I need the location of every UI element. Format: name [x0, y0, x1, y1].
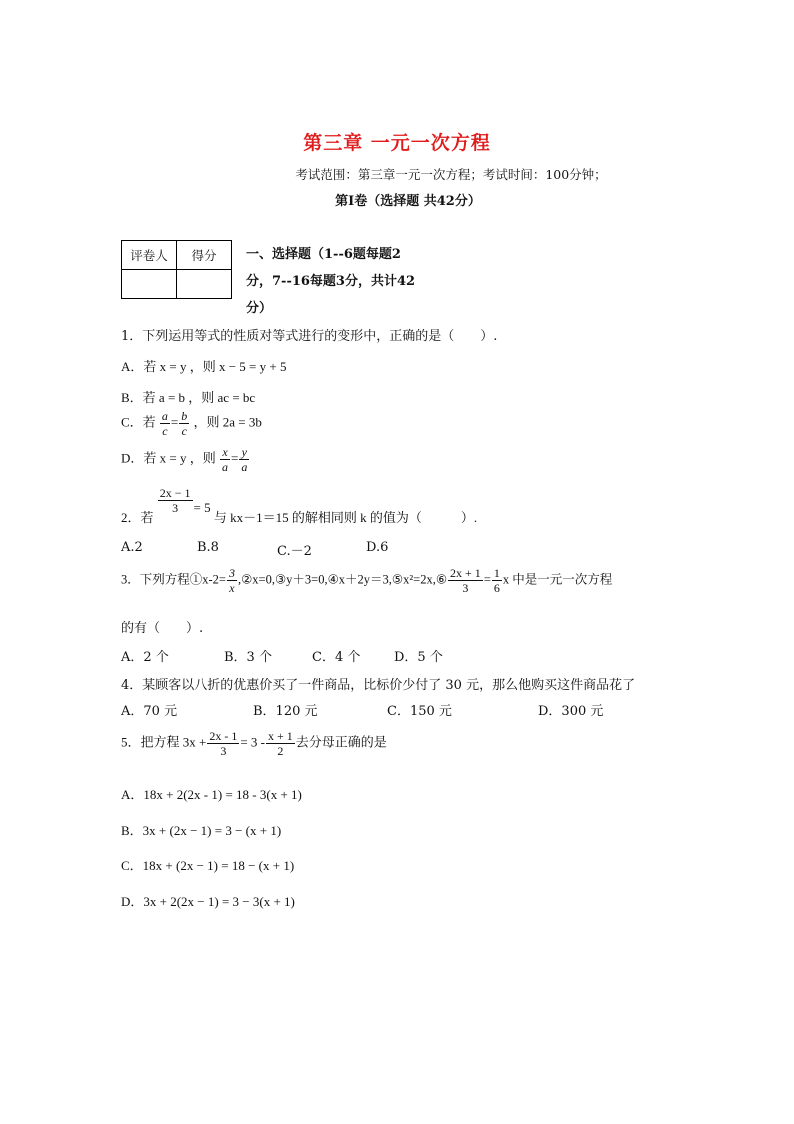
score-cell[interactable] — [177, 270, 232, 299]
frac-den: x — [229, 581, 235, 595]
q5-option-b: B．3x + (2x − 1) = 3 − (x + 1) — [121, 823, 282, 838]
q5-option-a: A．18x + 2(2x - 1) = 18 - 3(x + 1) — [121, 787, 302, 802]
q1-option-c: C．若 $\frac{a}{c}$ = $\frac{b}{c}$ ，则 2a = 3b — [121, 409, 262, 438]
q4-stem: 4．某顾客以八折的优惠价买了一件商品，比标价少付了 30 元，那么他购买这件商品花了 — [121, 678, 636, 693]
q1-c-frac-left — [160, 410, 170, 437]
section-heading-line3: 分） — [246, 301, 273, 316]
frac-den: a — [221, 460, 228, 474]
q1-option-d-prefix: D．若 x = y ，则 — [121, 450, 216, 466]
q1-stem: 1．下列运用等式的性质对等式进行的变形中，正确的是（ ）. — [121, 329, 498, 344]
frac-den: c — [181, 424, 187, 438]
q3-prefix: 3．下列方程①x-2= — [121, 572, 226, 587]
q3-equals: = — [483, 572, 491, 587]
q5-prefix: 5．把方程 3x + — [121, 734, 207, 750]
q5-option-c: C．18x + (2x − 1) = 18 − (x + 1) — [121, 858, 295, 873]
score-header: 得分 — [177, 241, 232, 270]
frac-num: x — [220, 446, 230, 460]
grader-header: 评卷人 — [122, 241, 177, 270]
frac-den: 3 — [220, 744, 227, 758]
frac-den: 6 — [493, 581, 500, 595]
q2-equals: = 5 — [193, 500, 211, 515]
frac-den: 3 — [172, 501, 179, 515]
frac-num: 2x - 1 — [209, 729, 238, 743]
frac-num: b — [181, 409, 188, 423]
q2-fraction — [158, 487, 193, 514]
q1-option-c-suffix: ，则 2a = 3b — [193, 414, 262, 430]
q2-stem — [121, 487, 477, 526]
section-heading-line2: 分，7--16每题3分，共计42 — [246, 274, 416, 289]
q1-c-frac-right — [179, 410, 189, 437]
q3-stem-line2: 的有（ ）. — [121, 621, 204, 636]
frac-den: 3 — [462, 581, 469, 595]
q5-frac-1 — [207, 730, 239, 757]
q2-option-b: B.8 — [197, 540, 219, 555]
q3-suffix: x 中是一元一次方程 — [502, 572, 613, 587]
q2-option-d: D.6 — [366, 540, 389, 555]
frac-num: 2x + 1 — [450, 566, 481, 580]
frac-num: 2x − 1 — [159, 486, 191, 500]
q1-d-frac-right — [239, 446, 249, 473]
score-table — [121, 240, 232, 299]
q1-option-c-prefix: C．若 — [121, 414, 156, 430]
q4-option-b: B．120 元 — [253, 704, 318, 719]
q3-option-c: C．4 个 — [312, 650, 361, 665]
frac-num: 1 — [493, 566, 500, 580]
page-title: 第三章 一元一次方程 — [303, 132, 491, 154]
frac-num: a — [161, 409, 168, 423]
q3-option-a: A．2 个 — [121, 650, 169, 665]
q3-middle: ,②x=0,③y＋3=0,④x＋2y＝3,⑤x²=2x,⑥ — [237, 572, 448, 587]
q3-option-d: D．5 个 — [394, 650, 443, 665]
q3-stem — [121, 567, 612, 594]
q3-frac-1 — [227, 567, 237, 594]
grader-cell[interactable] — [122, 270, 177, 299]
q1-option-a: A．若 x = y ，则 x − 5 = y + 5 — [121, 359, 287, 374]
q5-equals: = 3 - — [240, 734, 266, 750]
q4-option-d: D．300 元 — [538, 704, 604, 719]
q1-option-b: B．若 a = b ，则 ac = bc — [121, 390, 256, 405]
q5-suffix: 去分母正确的是 — [295, 734, 387, 750]
frac-den: a — [241, 460, 248, 474]
q2-prefix: 2．若 — [121, 510, 154, 525]
frac-num: x + 1 — [268, 729, 293, 743]
frac-den: c — [162, 424, 168, 438]
q1-option-d: D．若 x = y ，则 $\frac{x}{a}$ = $\frac{y}{a}$ — [121, 445, 248, 474]
q2-option-a: A.2 — [121, 540, 143, 555]
q3-frac-2 — [448, 567, 483, 594]
part-heading: 第I卷（选择题 共42分） — [335, 194, 481, 209]
q3-option-b: B．3 个 — [224, 650, 272, 665]
q4-option-c: C．150 元 — [387, 704, 452, 719]
section-heading-line1: 一、选择题（1--6题每题2 — [246, 247, 401, 262]
q5-stem — [121, 730, 387, 757]
frac-num: y — [239, 446, 249, 460]
q1-d-frac-left — [220, 446, 230, 473]
frac-num: 3 — [228, 566, 235, 580]
frac-den: 2 — [277, 744, 284, 758]
q4-option-a: A．70 元 — [121, 704, 178, 719]
q5-frac-2 — [266, 730, 295, 757]
q2-option-c: C.－2 — [277, 544, 312, 559]
q5-option-d: D．3x + 2(2x − 1) = 3 − 3(x + 1) — [121, 894, 295, 909]
q3-frac-3 — [492, 567, 502, 594]
exam-info: 考试范围：第三章一元一次方程；考试时间：100分钟； — [295, 167, 607, 182]
q2-suffix: 与 kx－1＝15 的解相同则 k 的值为（ ）. — [213, 510, 478, 525]
